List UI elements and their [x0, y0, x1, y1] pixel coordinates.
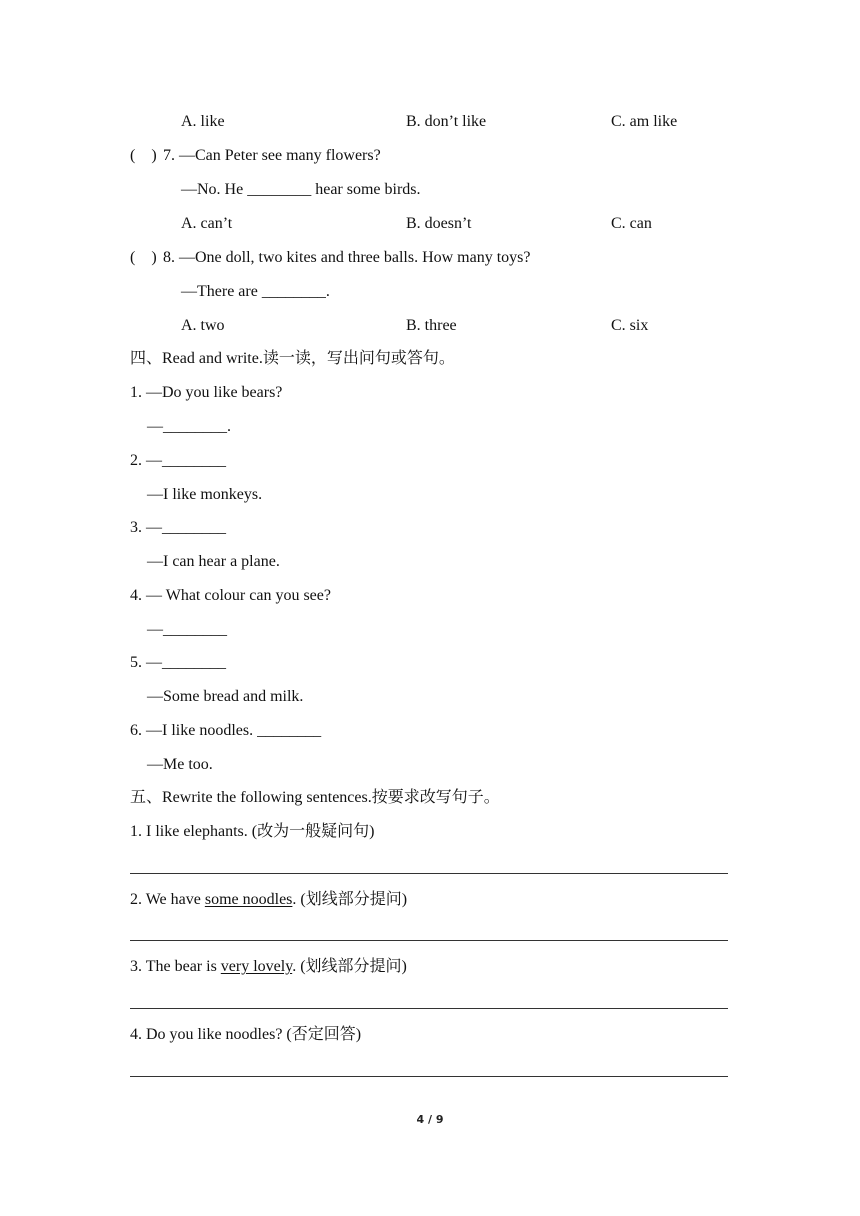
q7-option-b: B. doesn’t	[406, 215, 472, 232]
q8-option-b: B. three	[406, 317, 457, 334]
s5-s3-underlined: very lovely	[220, 958, 293, 975]
q7-option-c: C. can	[611, 215, 652, 232]
s4-item5-question: 5. —________	[130, 654, 226, 671]
s5-s2-suffix: . (划线部分提问)	[292, 891, 408, 908]
q8-question: 8. —One doll, two kites and three balls. How many toys?	[163, 249, 531, 266]
s5-answer-line-4[interactable]	[130, 1076, 728, 1077]
q6-option-b: B. don’t like	[406, 113, 487, 130]
section4-title: 四、Read and write.读一读，写出问句或答句。	[130, 350, 455, 367]
s4-item6-question: 6. —I like noodles. ________	[130, 722, 322, 739]
s5-s3-prefix: 3. The bear is	[130, 958, 221, 975]
s4-item2-question: 2. —________	[130, 452, 226, 469]
s5-s2-prefix: 2. We have	[130, 891, 205, 908]
q6-option-a: A. like	[181, 113, 225, 130]
s4-item4-question: 4. — What colour can you see?	[130, 587, 331, 604]
q8-answer-bracket: ( )	[130, 249, 157, 266]
s4-item1-question: 1. —Do you like bears?	[130, 384, 283, 401]
q8-option-a: A. two	[181, 317, 225, 334]
q7-option-a: A. can’t	[181, 215, 233, 232]
s4-item3-answer: —I can hear a plane.	[147, 553, 280, 570]
q8-option-c: C. six	[611, 317, 649, 334]
s4-item3-question: 3. —________	[130, 519, 226, 536]
s5-sentence3	[130, 957, 407, 977]
q7-question: 7. —Can Peter see many flowers?	[163, 147, 381, 164]
page-number: 4 / 9	[416, 1113, 444, 1126]
q7-answer-bracket: ( )	[130, 147, 157, 164]
q7-answer: —No. He ________ hear some birds.	[181, 181, 421, 198]
s5-sentence1: 1. I like elephants. (改为一般疑问句)	[130, 823, 375, 840]
s5-answer-line-3[interactable]	[130, 1008, 728, 1009]
s4-item6-answer: —Me too.	[147, 756, 213, 773]
s5-sentence4: 4. Do you like noodles? (否定回答)	[130, 1026, 362, 1043]
s4-item4-answer: —________	[147, 621, 227, 638]
s4-item2-answer: —I like monkeys.	[147, 486, 263, 503]
q8-answer: —There are ________.	[181, 283, 330, 300]
s4-item5-answer: —Some bread and milk.	[147, 688, 304, 705]
s5-answer-line-1[interactable]	[130, 873, 728, 874]
q6-option-c: C. am like	[611, 113, 678, 130]
s5-answer-line-2[interactable]	[130, 940, 728, 941]
s4-item1-answer: —________.	[147, 418, 231, 435]
s5-s3-suffix: . (划线部分提问)	[292, 958, 407, 975]
s5-sentence2	[130, 890, 407, 910]
section5-title: 五、Rewrite the following sentences.按要求改写句子。	[130, 789, 500, 806]
s5-s2-underlined: some noodles	[204, 891, 293, 908]
